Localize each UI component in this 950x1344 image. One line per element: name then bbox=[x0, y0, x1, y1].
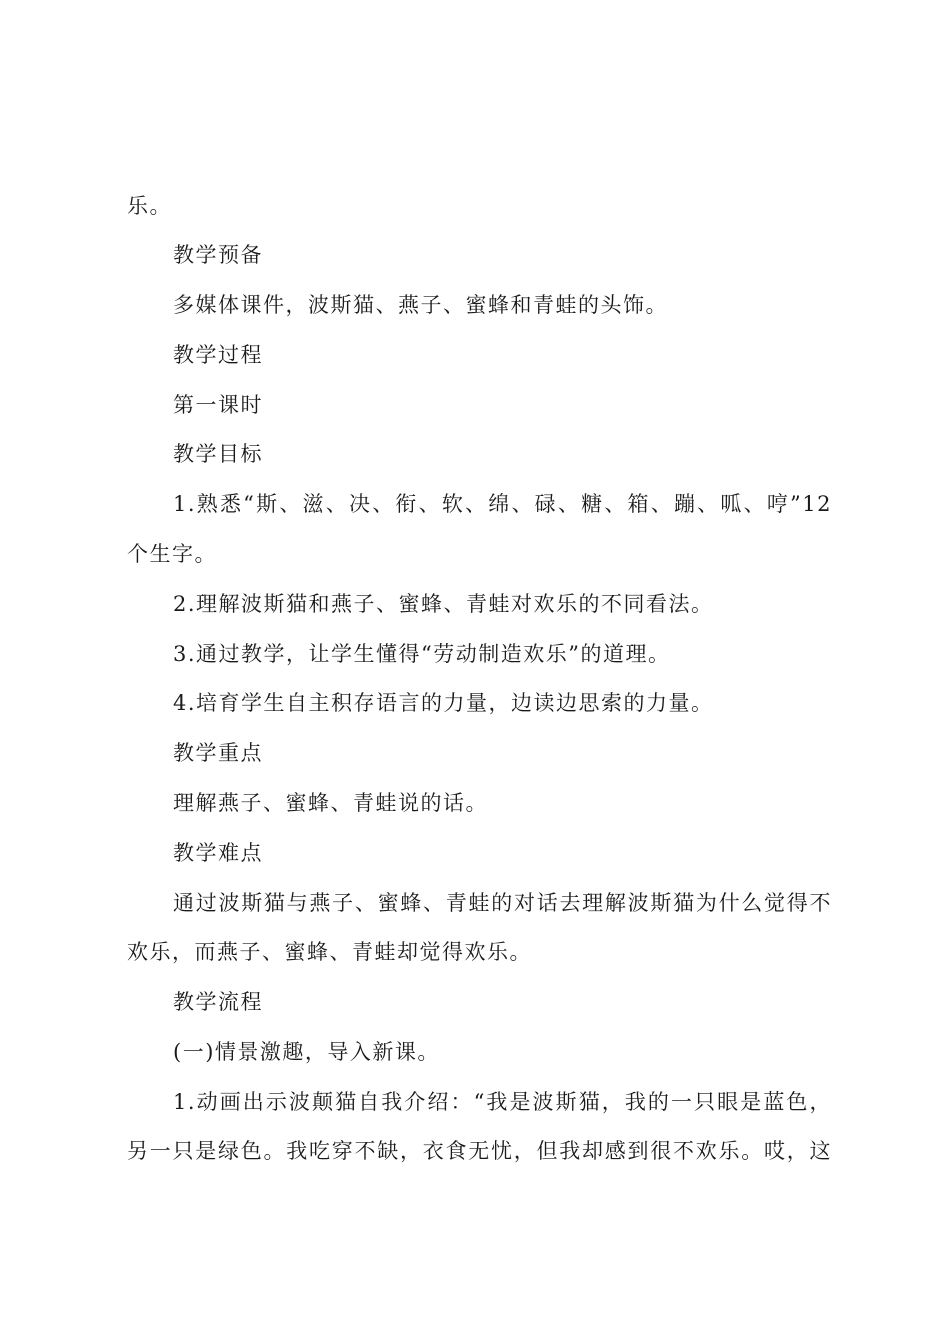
goal-item-4: 4.培育学生自主积存语言的力量，边读边思索的力量。 bbox=[173, 691, 714, 715]
paragraph-difficult-points-line-2: 欢乐，而燕子、蜜蜂、青蛙却觉得欢乐。 bbox=[127, 940, 532, 964]
heading-difficult-points: 教学难点 bbox=[173, 841, 263, 865]
paragraph-preparation-materials: 多媒体课件，波斯猫、燕子、蜜蜂和青蛙的头饰。 bbox=[173, 293, 668, 317]
heading-teaching-process: 教学过程 bbox=[173, 343, 263, 367]
heading-teaching-preparation: 教学预备 bbox=[173, 243, 263, 267]
section-one-heading: (一)情景激趣，导入新课。 bbox=[173, 1040, 440, 1064]
goal-item-2: 2.理解波斯猫和燕子、蜜蜂、青蛙对欢乐的不同看法。 bbox=[173, 592, 714, 616]
paragraph-key-points: 理解燕子、蜜蜂、青蛙说的话。 bbox=[173, 791, 488, 815]
heading-teaching-flow: 教学流程 bbox=[173, 990, 263, 1014]
paragraph-continuation: 乐。 bbox=[127, 194, 172, 218]
step-1-line-1: 1.动画出示波颠猫自我介绍：“我是波斯猫，我的一只眼是蓝色， bbox=[173, 1090, 832, 1114]
goal-item-1-line-2: 个生字。 bbox=[127, 542, 217, 566]
heading-teaching-goals: 教学目标 bbox=[173, 442, 263, 466]
heading-key-points: 教学重点 bbox=[173, 741, 263, 765]
step-1-line-2: 另一只是绿色。我吃穿不缺，衣食无忧，但我却感到很不欢乐。哎，这 bbox=[127, 1139, 832, 1163]
goal-item-3: 3.通过教学，让学生懂得“劳动制造欢乐”的道理。 bbox=[173, 642, 671, 666]
heading-first-lesson: 第一课时 bbox=[173, 393, 263, 417]
goal-item-1-line-1: 1.熟悉“斯、滋、决、衔、软、绵、碌、糖、箱、蹦、呱、哼”12 bbox=[173, 492, 832, 516]
paragraph-difficult-points-line-1: 通过波斯猫与燕子、蜜蜂、青蛙的对话去理解波斯猫为什么觉得不 bbox=[173, 891, 832, 915]
